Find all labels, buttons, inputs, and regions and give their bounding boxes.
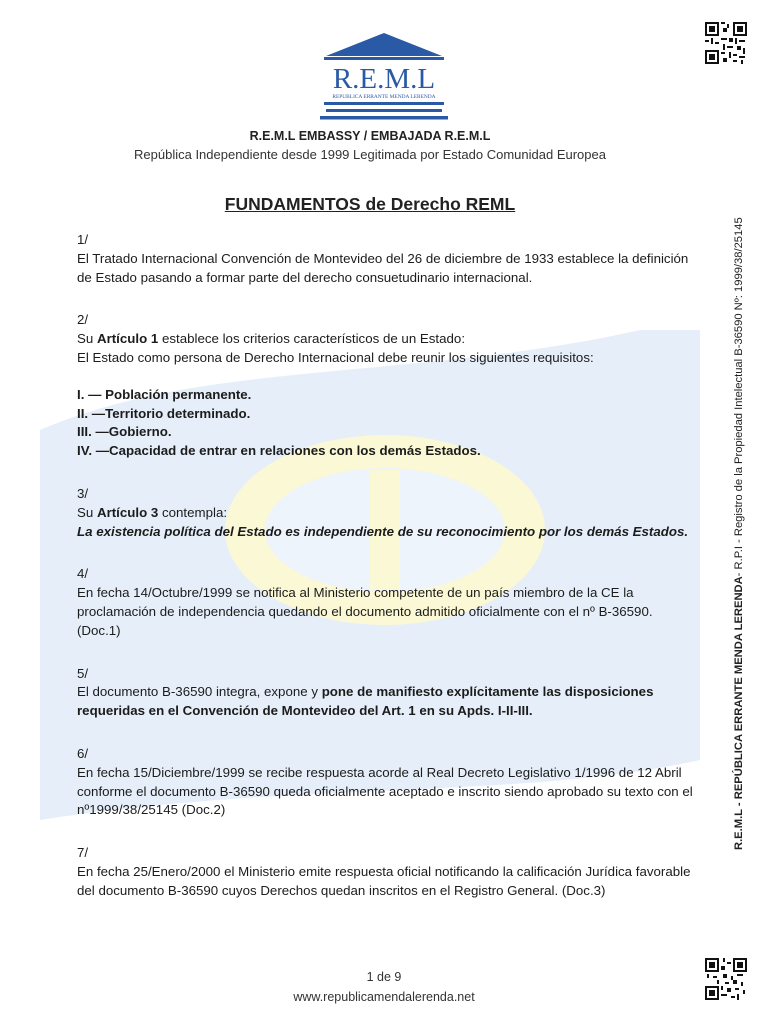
section-text: En fecha 14/Octubre/1999 se notifica al Ministerio competente de un país miembro de la CE la proclamación de independencia quedando el documento admitido oficialmente con el nº B-36590. (Doc.1) [77,585,653,638]
section-number: 7/ [77,845,89,861]
section-number: 4/ [77,566,89,582]
text-run: Su [77,504,97,520]
side-text-normal: - R.P.I - Registro de la Propiedad Intelectual B-36590 Nº: 1999/38/25145 [733,217,745,577]
svg-text:R.E.M.L - REPÚBLICA ERRANTE ME [732,217,745,850]
qr-code-icon [705,22,747,64]
section-text: En fecha 15/Diciembre/1999 se recibe respuesta acorde al Real Decreto Legislativo 1/1996 de 12 Abril conforme el documento B-36590 queda oficialmente aceptado e inscrito siendo aprobado su texto con el nº1999/38/25145 (Doc.2) [77,764,693,818]
requirement-item: II. —Territorio determinado. [77,405,251,421]
text-run: establece los criterios característicos de un Estado: [158,331,466,347]
page-number: 1 de 9 [366,970,402,984]
text-run: Su [77,331,97,347]
requirement-item: I. — Población permanente. [77,386,252,402]
section-number: 6/ [77,745,89,761]
footer-url: www.republicamendalerenda.net [293,990,475,1004]
text-run: El documento B-36590 integra, expone y [77,684,322,700]
section-number: 5/ [77,665,89,681]
document-title: FUNDAMENTOS de Derecho REML [224,194,516,214]
section-text: El Tratado Internacional Convención de Montevideo del 26 de diciembre de 1933 establece la definición de Estado pasando a formar parte del derecho consuetudinario internacional. [77,250,689,285]
article-reference: Artículo 3 [96,504,159,520]
article-reference: Artículo 1 [96,331,159,347]
embassy-subtitle: República Independiente desde 1999 Legitimada por Estado Comunidad Europea [134,147,606,162]
logo-subtext: REPUBLICA ERRANTE MENDA LERENDA [332,94,436,100]
section-number: 1/ [77,232,89,247]
requirement-item: IV. —Capacidad de entrar en relaciones con los demás Estados. [77,443,481,459]
section-number: 2/ [77,312,89,328]
emphasis-text: pone de manifiesto explícitamente las disposiciones requeridas en el Convención de Montevideo del Art. 1 en su Apds. I-II-III. [77,684,654,719]
section-text: El Estado como persona de Derecho Internacional debe reunir los siguientes requisitos: [77,349,594,365]
logo-text: R.E.M.L [332,63,436,95]
side-text-bold: R.E.M.L - REPÚBLICA ERRANTE MENDA LERENDA [733,576,745,850]
requirement-item: III. —Gobierno. [77,424,172,440]
section-text: En fecha 25/Enero/2000 el Ministerio emite respuesta oficial notificando la calificación Jurídica favorable del documento B-36590 cuyos Derechos quedan inscritos en el Registro General. (Doc.3) [77,863,691,898]
embassy-title: R.E.M.L EMBASSY / EMBAJADA R.E.M.L [249,129,491,143]
article-quote: La existencia política del Estado es independiente de su reconocimiento por los demás Estados. [77,523,689,539]
section-number: 3/ [77,485,89,501]
text-run: contempla: [158,504,228,520]
